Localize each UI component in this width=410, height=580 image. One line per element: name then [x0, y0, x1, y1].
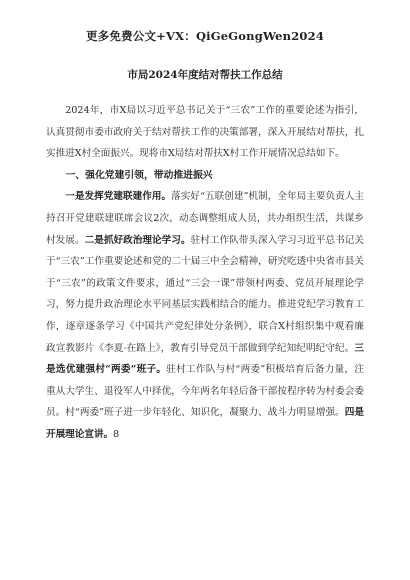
document-title: 市局2024年度结对帮扶工作总结	[127, 69, 283, 81]
intro-paragraph: 2024年，市X局以习近平总书记关于“三农”工作的重要论述为指引，认真贯彻市委市政府关于结对帮扶工作的决策部署，深入开展结对帮扶，扎实推进X村全面振兴。现将市X局结对帮扶X村工作开展情况总结如下。	[46, 105, 364, 160]
section-body-paragraph	[46, 186, 364, 445]
section-heading: 一、强化党建引领，带动推进振兴	[65, 169, 213, 181]
point-two-text: 驻村工作队带头深入学习习近平总书记关于“三农”工作重要论述和党的二十届三中全会精神，研究吃透中央省市县关于“三农”的政策文件要求，通过“三会一课”带领村两委、党员开展理论学习，努力提升政治理论水平同基层实践相结合的能力。推进党纪学习教育工作，逐章逐条学习《中国共产党纪律处分条例》，联合X村组织集中观看廉政宣教影片《李夏·在路上》，教育引导党员干部做到学纪知纪明纪守纪。	[46, 234, 365, 354]
point-one-lead: 一是发挥党建联建作用。	[65, 191, 172, 203]
point-three-text: 驻村工作队与村“两委”积极培育后备力量，注重从大学生、退役军人中择优，今年两名年轻后备干部按程序转为村委会委员。村“两委”班子进一步年轻化、知识化，凝聚力、战斗力明显增强。	[46, 364, 364, 419]
point-one-text: 落实好“五联创建”机制，全年局主要负责人主持召开党建联建联席会议2次，动态调整组成人员，共办组织生活，共谋乡村发展。	[46, 191, 364, 246]
point-three-lead: 三是选优建强村“两委”班子。	[46, 342, 364, 376]
point-four-lead: 四是开展理论宣讲。	[46, 407, 365, 440]
header-note: 更多免费公文+VX：QiGeGongWen2024	[85, 29, 325, 43]
point-four-text: 8	[113, 428, 120, 440]
point-two-lead: 二是抓好政治理论学习。	[84, 234, 191, 246]
